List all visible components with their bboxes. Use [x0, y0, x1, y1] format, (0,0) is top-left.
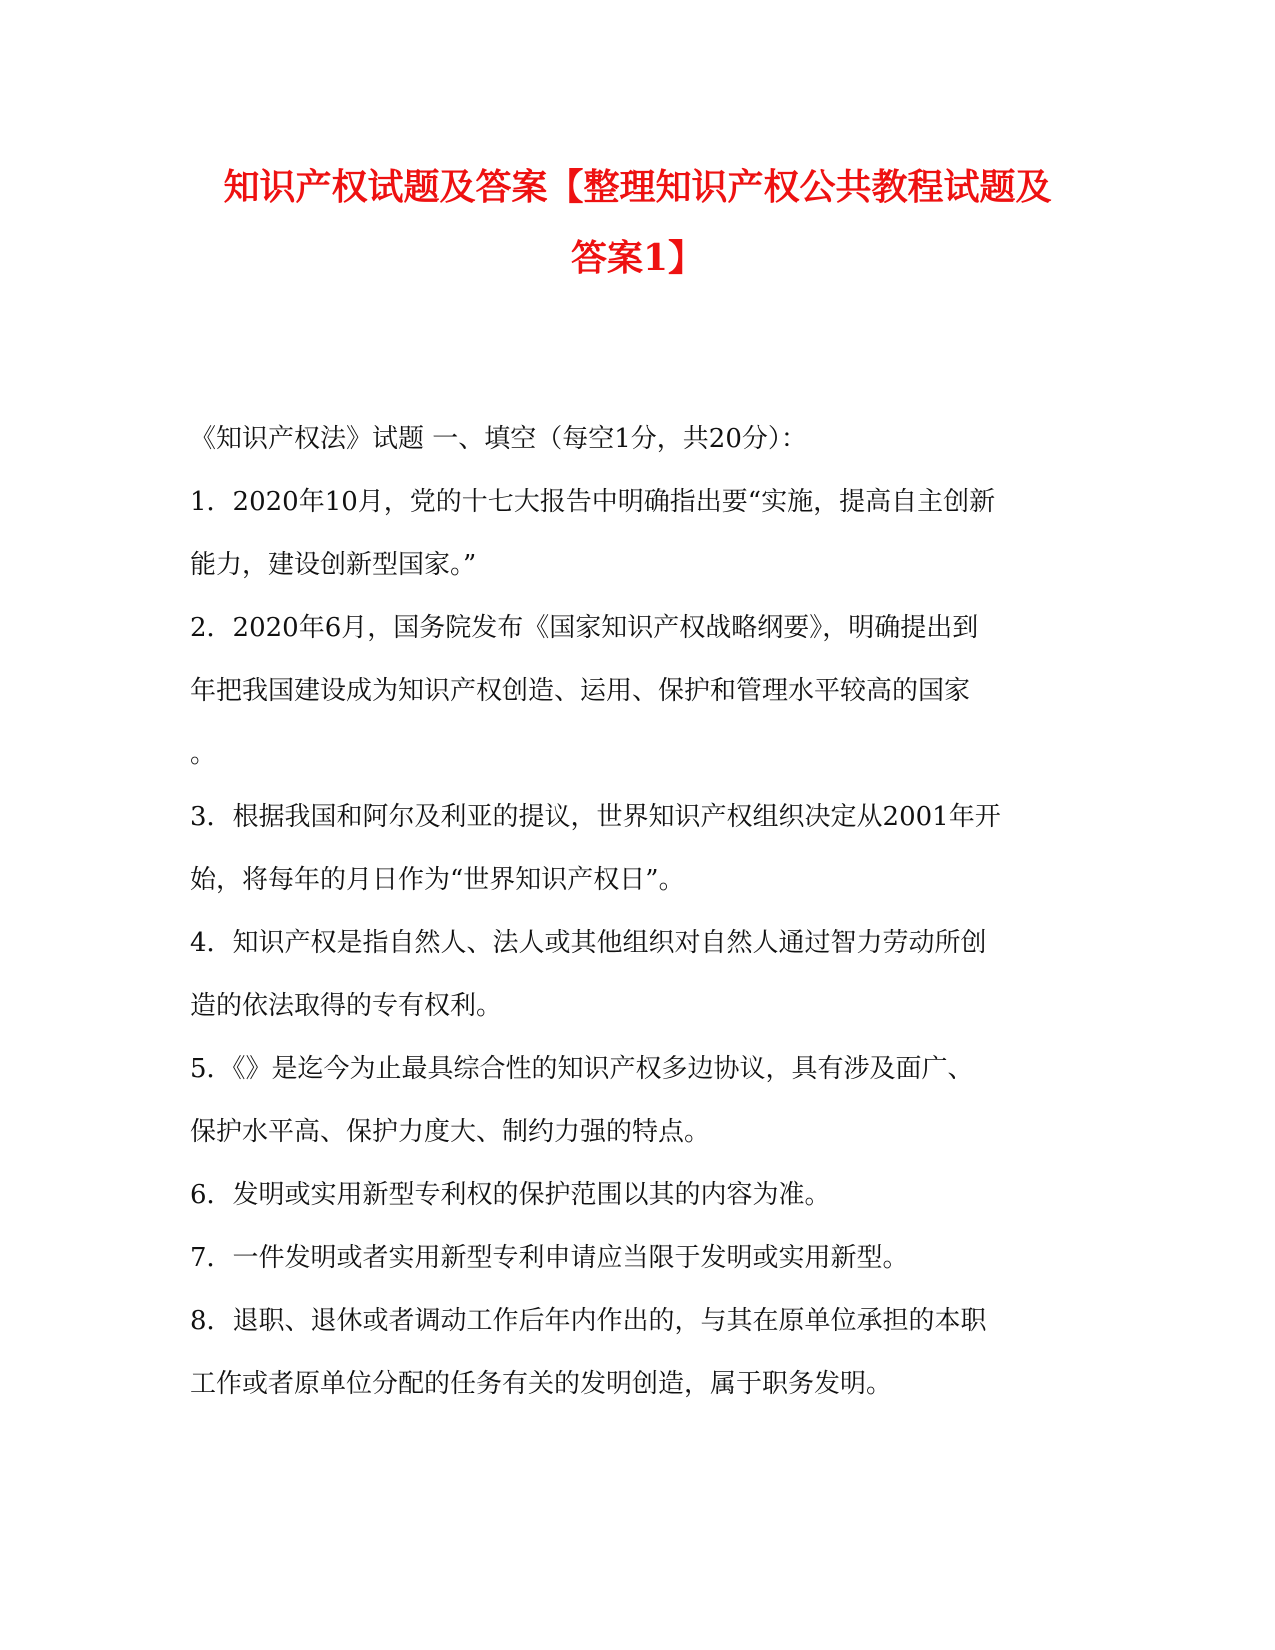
document-title-line-2: 答案1】 — [570, 237, 705, 279]
document-title — [180, 152, 1095, 294]
body-line-q1-a: 1．2020年10月，党的十七大报告中明确指出要“实施，提高自主创新 — [190, 487, 996, 517]
body-line-q7: 7．一件发明或者实用新型专利申请应当限于发明或实用新型。 — [190, 1243, 909, 1273]
body-line-q5-b: 保护水平高、保护力度大、制约力强的特点。 — [190, 1117, 711, 1147]
body-line-q2-c: 。 — [190, 739, 217, 769]
body-line-q8-b: 工作或者原单位分配的任务有关的发明创造，属于职务发明。 — [190, 1369, 893, 1399]
body-line-q8-a: 8．退职、退休或者调动工作后年内作出的，与其在原单位承担的本职 — [190, 1306, 987, 1336]
body-line-q2-b: 年把我国建设成为知识产权创造、运用、保护和管理水平较高的国家 — [190, 676, 971, 706]
body-line-q5-a: 5．《》是迄今为止最具综合性的知识产权多边协议，具有涉及面广、 — [190, 1054, 974, 1084]
body-line-q2-a: 2．2020年6月，国务院发布《国家知识产权战略纲要》，明确提出到 — [190, 613, 979, 643]
body-line-intro: 《知识产权法》试题 一、填空（每空1分，共20分）： — [190, 424, 807, 454]
body-line-q3-b: 始，将每年的月日作为“世界知识产权日”。 — [190, 865, 685, 895]
body-line-q3-a: 3．根据我国和阿尔及利亚的提议，世界知识产权组织决定从2001年开 — [190, 802, 1001, 832]
body-line-q4-a: 4．知识产权是指自然人、法人或其他组织对自然人通过智力劳动所创 — [190, 928, 987, 958]
body-line-q6: 6．发明或实用新型专利权的保护范围以其的内容为准。 — [190, 1180, 831, 1210]
body-line-q4-b: 造的依法取得的专有权利。 — [190, 991, 503, 1021]
document-body — [190, 408, 1090, 1416]
document-title-line-1: 知识产权试题及答案【整理知识产权公共教程试题及 — [223, 166, 1052, 208]
body-line-q1-b: 能力，建设创新型国家。” — [190, 550, 477, 580]
